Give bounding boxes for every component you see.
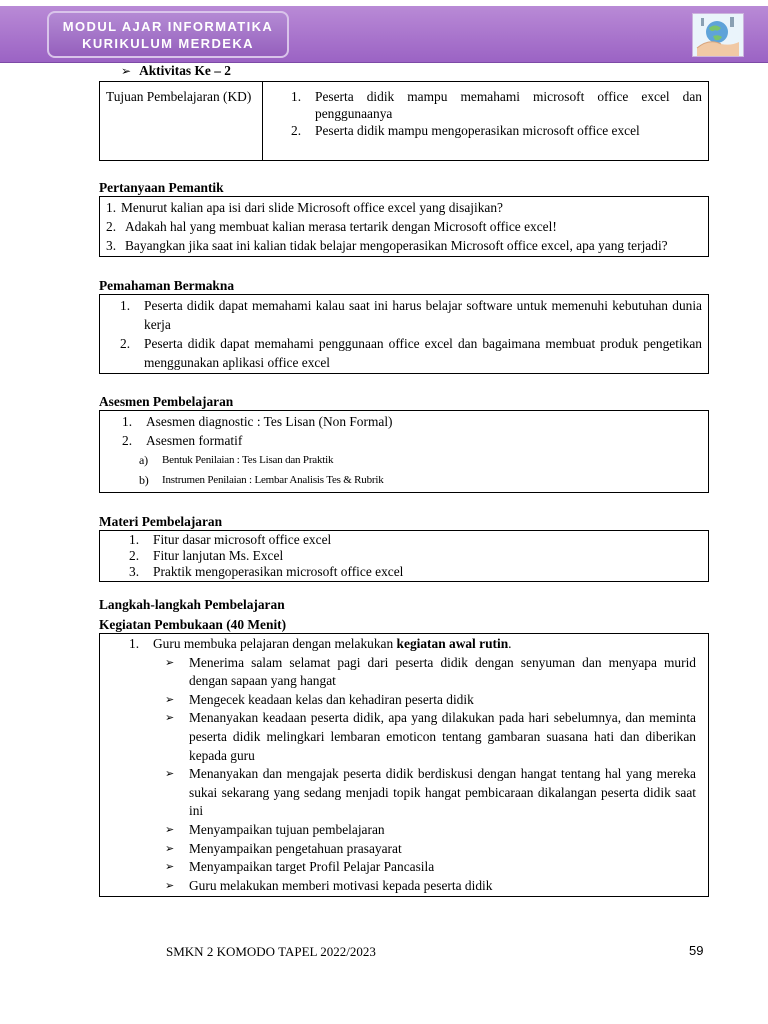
pembukaan-bullet: ➢ Menanyakan keadaan peserta didik, apa yang dilakukan pada hari sebelumnya, dan meminta peserta didik melingkari lembaran emoticon tentang gambaran suasana hati dan diberikan kepada guru [165, 709, 696, 765]
pembukaan-bullet: ➢ Menyampaikan pengetahuan prasayarat [165, 840, 696, 859]
pemantik-box [99, 196, 709, 257]
asesmen-sub-item: a) Bentuk Penilaian : Tes Lisan dan Praktik [139, 453, 334, 467]
header-title-line1: MODUL AJAR INFORMATIKA [62, 18, 274, 34]
pemantik-heading: Pertanyaan Pemantik [99, 180, 224, 195]
pemahaman-heading: Pemahaman Bermakna [99, 278, 235, 293]
pembukaan-bullet: ➢ Mengecek keadaan kelas dan kehadiran peserta didik [165, 691, 696, 710]
asesmen-sub-item: b) Instrumen Penilaian : Lembar Analisis Tes & Rubrik [139, 473, 384, 487]
pembukaan-bullet: ➢ Menerima salam selamat pagi dari peserta didik dengan senyuman dan menyapa murid dengan sapaan yang hangat [165, 654, 696, 691]
arrow-bullet-icon: ➢ [165, 711, 175, 725]
header-logo-image [692, 13, 744, 57]
footer-school: SMKN 2 KOMODO TAPEL 2022/2023 [166, 944, 376, 959]
arrow-bullet-icon: ➢ [165, 655, 175, 669]
asesmen-item: 2. Asesmen formatif [122, 433, 243, 448]
arrow-bullet-icon: ➢ [121, 64, 132, 78]
pemahaman-box [99, 294, 709, 374]
pemantik-item: 3. Bayangkan jika saat ini kalian tidak belajar mengoperasikan Microsoft office excel, apa yang terjadi? [106, 238, 668, 253]
page-number: 59 [689, 943, 704, 958]
pembukaan-box [99, 633, 709, 897]
kegiatan-awal-rutin: kegiatan awal rutin [396, 636, 509, 651]
arrow-bullet-icon: ➢ [165, 878, 175, 892]
kd-label: Tujuan Pembelajaran (KD) [106, 89, 252, 104]
pembukaan-intro: 1. Guru membuka pelajaran dengan melakukan kegiatan awal rutin. [129, 636, 512, 651]
pembukaan-bullet: ➢ Guru melakukan memberi motivasi kepada peserta didik [165, 877, 696, 896]
pemahaman-item: 2. Peserta didik dapat memahami penggunaan office excel dan bagaimana membuat produk pengetikan menggunakan aplikasi office excel [120, 336, 702, 370]
arrow-bullet-icon: ➢ [165, 822, 175, 836]
document-content [99, 62, 709, 897]
pembukaan-bullet: ➢ Menyampaikan target Profil Pelajar Pancasila [165, 858, 696, 877]
materi-heading: Materi Pembelajaran [99, 514, 223, 529]
arrow-bullet-icon: ➢ [165, 841, 175, 855]
header-title-line2: KURIKULUM MERDEKA [82, 35, 254, 51]
langkah-heading: Langkah-langkah Pembelajaran [99, 597, 285, 612]
header-title-box [47, 11, 289, 58]
materi-item: 2. Fitur lanjutan Ms. Excel [129, 548, 284, 563]
arrow-bullet-icon: ➢ [165, 860, 175, 874]
asesmen-box [99, 410, 709, 493]
arrow-bullet-icon: ➢ [165, 692, 175, 706]
hand-globe-icon [693, 14, 743, 56]
asesmen-heading: Asesmen Pembelajaran [99, 394, 234, 409]
activity-heading [121, 62, 709, 80]
materi-item: 1. Fitur dasar microsoft office excel [129, 532, 332, 547]
activity-title: Aktivitas Ke – 2 [139, 63, 231, 78]
kd-label-cell [100, 82, 263, 161]
kd-content-cell [263, 82, 709, 161]
kd-item: 1. Peserta didik mampu memahami microsoft office excel dan penggunaanya [291, 89, 702, 121]
materi-box [99, 530, 709, 582]
pembukaan-heading: Kegiatan Pembukaan (40 Menit) [99, 617, 287, 632]
kd-item: 2. Peserta didik mampu mengoperasikan microsoft office excel [291, 123, 640, 138]
pemahaman-item: 1. Peserta didik dapat memahami kalau saat ini harus belajar software untuk memenuhi kebutuhan dunia kerja [120, 298, 702, 332]
asesmen-item: 1. Asesmen diagnostic : Tes Lisan (Non Formal) [122, 414, 393, 429]
kd-table [99, 81, 709, 161]
pembukaan-bullet: ➢ Menyampaikan tujuan pembelajaran [165, 821, 696, 840]
pemantik-item: 2. Adakah hal yang membuat kalian merasa tertarik dengan Microsoft office excel! [106, 219, 557, 234]
pembukaan-bullet: ➢ Menanyakan dan mengajak peserta didik berdiskusi dengan hangat tentang hal yang mereka sukai sekarang yang sedang menjadi topik hangat pembicaraan dikalangan peserta didik saat ini [165, 765, 696, 821]
materi-item: 3. Praktik mengoperasikan microsoft office excel [129, 564, 404, 579]
pemantik-item: 1. Menurut kalian apa isi dari slide Microsoft office excel yang disajikan? [106, 200, 504, 215]
arrow-bullet-icon: ➢ [165, 767, 175, 781]
